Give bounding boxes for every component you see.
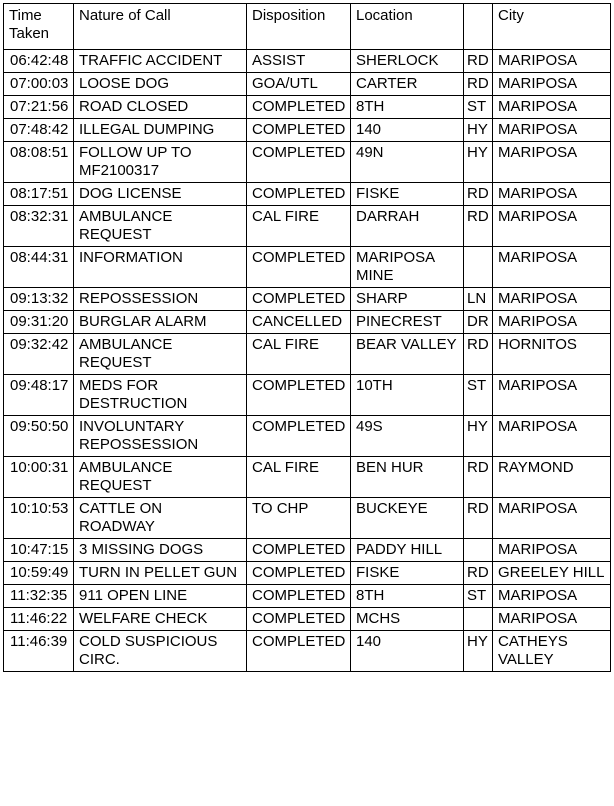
location-cell: 140 [351, 631, 464, 672]
nature-cell: LOOSE DOG [74, 73, 247, 96]
table-row [4, 288, 611, 311]
suffix-cell: LN [464, 288, 493, 311]
disposition-cell: GOA/UTL [247, 73, 351, 96]
location-cell: SHERLOCK [351, 50, 464, 73]
suffix-cell [464, 608, 493, 631]
nature-cell: TURN IN PELLET GUN [74, 562, 247, 585]
city-cell: MARIPOSA [493, 375, 611, 416]
time-cell: 09:50:50 [4, 416, 74, 457]
disposition-cell: TO CHP [247, 498, 351, 539]
header-location: Location [351, 4, 464, 50]
suffix-cell [464, 539, 493, 562]
disposition-cell: COMPLETED [247, 562, 351, 585]
city-cell: CATHEYS VALLEY [493, 631, 611, 672]
location-cell: BEAR VALLEY [351, 334, 464, 375]
disposition-cell: COMPLETED [247, 608, 351, 631]
header-row [4, 4, 611, 50]
location-cell: SHARP [351, 288, 464, 311]
city-cell: MARIPOSA [493, 183, 611, 206]
table-row [4, 96, 611, 119]
disposition-cell: CANCELLED [247, 311, 351, 334]
suffix-cell: ST [464, 96, 493, 119]
table-row [4, 416, 611, 457]
time-cell: 09:13:32 [4, 288, 74, 311]
time-cell: 11:32:35 [4, 585, 74, 608]
suffix-cell: RD [464, 50, 493, 73]
call-log-table [3, 3, 611, 672]
time-cell: 08:44:31 [4, 247, 74, 288]
disposition-cell: ASSIST [247, 50, 351, 73]
suffix-cell: ST [464, 585, 493, 608]
table-row [4, 334, 611, 375]
disposition-cell: COMPLETED [247, 119, 351, 142]
nature-cell: ILLEGAL DUMPING [74, 119, 247, 142]
nature-cell: REPOSSESSION [74, 288, 247, 311]
nature-cell: BURGLAR ALARM [74, 311, 247, 334]
suffix-cell: RD [464, 73, 493, 96]
suffix-cell: HY [464, 416, 493, 457]
disposition-cell: COMPLETED [247, 183, 351, 206]
nature-cell: INFORMATION [74, 247, 247, 288]
city-cell: MARIPOSA [493, 608, 611, 631]
table-row [4, 73, 611, 96]
location-cell: BEN HUR [351, 457, 464, 498]
city-cell: RAYMOND [493, 457, 611, 498]
suffix-cell: DR [464, 311, 493, 334]
disposition-cell: COMPLETED [247, 247, 351, 288]
table-row [4, 311, 611, 334]
table-row [4, 631, 611, 672]
disposition-cell: COMPLETED [247, 539, 351, 562]
time-cell: 08:17:51 [4, 183, 74, 206]
location-cell: CARTER [351, 73, 464, 96]
city-cell: MARIPOSA [493, 585, 611, 608]
header-city: City [493, 4, 611, 50]
location-cell: PADDY HILL [351, 539, 464, 562]
city-cell: HORNITOS [493, 334, 611, 375]
disposition-cell: CAL FIRE [247, 206, 351, 247]
suffix-cell: HY [464, 631, 493, 672]
location-cell: MCHS [351, 608, 464, 631]
city-cell: MARIPOSA [493, 416, 611, 457]
disposition-cell: COMPLETED [247, 96, 351, 119]
table-row [4, 50, 611, 73]
header-time-taken: Time Taken [4, 4, 74, 50]
suffix-cell: RD [464, 334, 493, 375]
nature-cell: CATTLE ON ROADWAY [74, 498, 247, 539]
suffix-cell: RD [464, 562, 493, 585]
nature-cell: COLD SUSPICIOUS CIRC. [74, 631, 247, 672]
header-street-suffix [464, 4, 493, 50]
time-cell: 07:00:03 [4, 73, 74, 96]
time-cell: 09:31:20 [4, 311, 74, 334]
time-cell: 08:32:31 [4, 206, 74, 247]
disposition-cell: CAL FIRE [247, 457, 351, 498]
nature-cell: MEDS FOR DESTRUCTION [74, 375, 247, 416]
location-cell: PINECREST [351, 311, 464, 334]
location-cell: 8TH [351, 585, 464, 608]
city-cell: MARIPOSA [493, 96, 611, 119]
nature-cell: FOLLOW UP TO MF2100317 [74, 142, 247, 183]
suffix-cell: HY [464, 119, 493, 142]
time-cell: 11:46:22 [4, 608, 74, 631]
nature-cell: TRAFFIC ACCIDENT [74, 50, 247, 73]
time-cell: 08:08:51 [4, 142, 74, 183]
table-row [4, 375, 611, 416]
suffix-cell: RD [464, 206, 493, 247]
city-cell: MARIPOSA [493, 288, 611, 311]
time-cell: 06:42:48 [4, 50, 74, 73]
nature-cell: 3 MISSING DOGS [74, 539, 247, 562]
location-cell: 49S [351, 416, 464, 457]
table-row [4, 142, 611, 183]
time-cell: 07:21:56 [4, 96, 74, 119]
location-cell: MARIPOSA MINE [351, 247, 464, 288]
location-cell: 10TH [351, 375, 464, 416]
suffix-cell: RD [464, 183, 493, 206]
time-cell: 10:10:53 [4, 498, 74, 539]
time-cell: 10:47:15 [4, 539, 74, 562]
table-row [4, 539, 611, 562]
table-row [4, 562, 611, 585]
time-cell: 09:32:42 [4, 334, 74, 375]
city-cell: MARIPOSA [493, 73, 611, 96]
disposition-cell: COMPLETED [247, 142, 351, 183]
table-row [4, 585, 611, 608]
city-cell: MARIPOSA [493, 311, 611, 334]
disposition-cell: COMPLETED [247, 631, 351, 672]
table-row [4, 608, 611, 631]
table-row [4, 206, 611, 247]
nature-cell: AMBULANCE REQUEST [74, 457, 247, 498]
nature-cell: INVOLUNTARY REPOSSESSION [74, 416, 247, 457]
nature-cell: 911 OPEN LINE [74, 585, 247, 608]
nature-cell: AMBULANCE REQUEST [74, 206, 247, 247]
nature-cell: AMBULANCE REQUEST [74, 334, 247, 375]
location-cell: BUCKEYE [351, 498, 464, 539]
location-cell: 140 [351, 119, 464, 142]
location-cell: FISKE [351, 183, 464, 206]
suffix-cell: RD [464, 457, 493, 498]
city-cell: MARIPOSA [493, 142, 611, 183]
city-cell: MARIPOSA [493, 539, 611, 562]
disposition-cell: CAL FIRE [247, 334, 351, 375]
city-cell: MARIPOSA [493, 50, 611, 73]
time-cell: 09:48:17 [4, 375, 74, 416]
disposition-cell: COMPLETED [247, 288, 351, 311]
time-cell: 10:00:31 [4, 457, 74, 498]
location-cell: 8TH [351, 96, 464, 119]
suffix-cell: HY [464, 142, 493, 183]
time-cell: 11:46:39 [4, 631, 74, 672]
table-row [4, 247, 611, 288]
header-nature-of-call: Nature of Call [74, 4, 247, 50]
table-row [4, 457, 611, 498]
time-cell: 10:59:49 [4, 562, 74, 585]
city-cell: MARIPOSA [493, 247, 611, 288]
table-row [4, 183, 611, 206]
header-disposition: Disposition [247, 4, 351, 50]
city-cell: GREELEY HILL [493, 562, 611, 585]
location-cell: DARRAH [351, 206, 464, 247]
time-cell: 07:48:42 [4, 119, 74, 142]
city-cell: MARIPOSA [493, 498, 611, 539]
suffix-cell [464, 247, 493, 288]
disposition-cell: COMPLETED [247, 375, 351, 416]
location-cell: FISKE [351, 562, 464, 585]
table-row [4, 498, 611, 539]
location-cell: 49N [351, 142, 464, 183]
city-cell: MARIPOSA [493, 119, 611, 142]
nature-cell: DOG LICENSE [74, 183, 247, 206]
nature-cell: ROAD CLOSED [74, 96, 247, 119]
table-row [4, 119, 611, 142]
city-cell: MARIPOSA [493, 206, 611, 247]
suffix-cell: RD [464, 498, 493, 539]
nature-cell: WELFARE CHECK [74, 608, 247, 631]
disposition-cell: COMPLETED [247, 416, 351, 457]
disposition-cell: COMPLETED [247, 585, 351, 608]
suffix-cell: ST [464, 375, 493, 416]
